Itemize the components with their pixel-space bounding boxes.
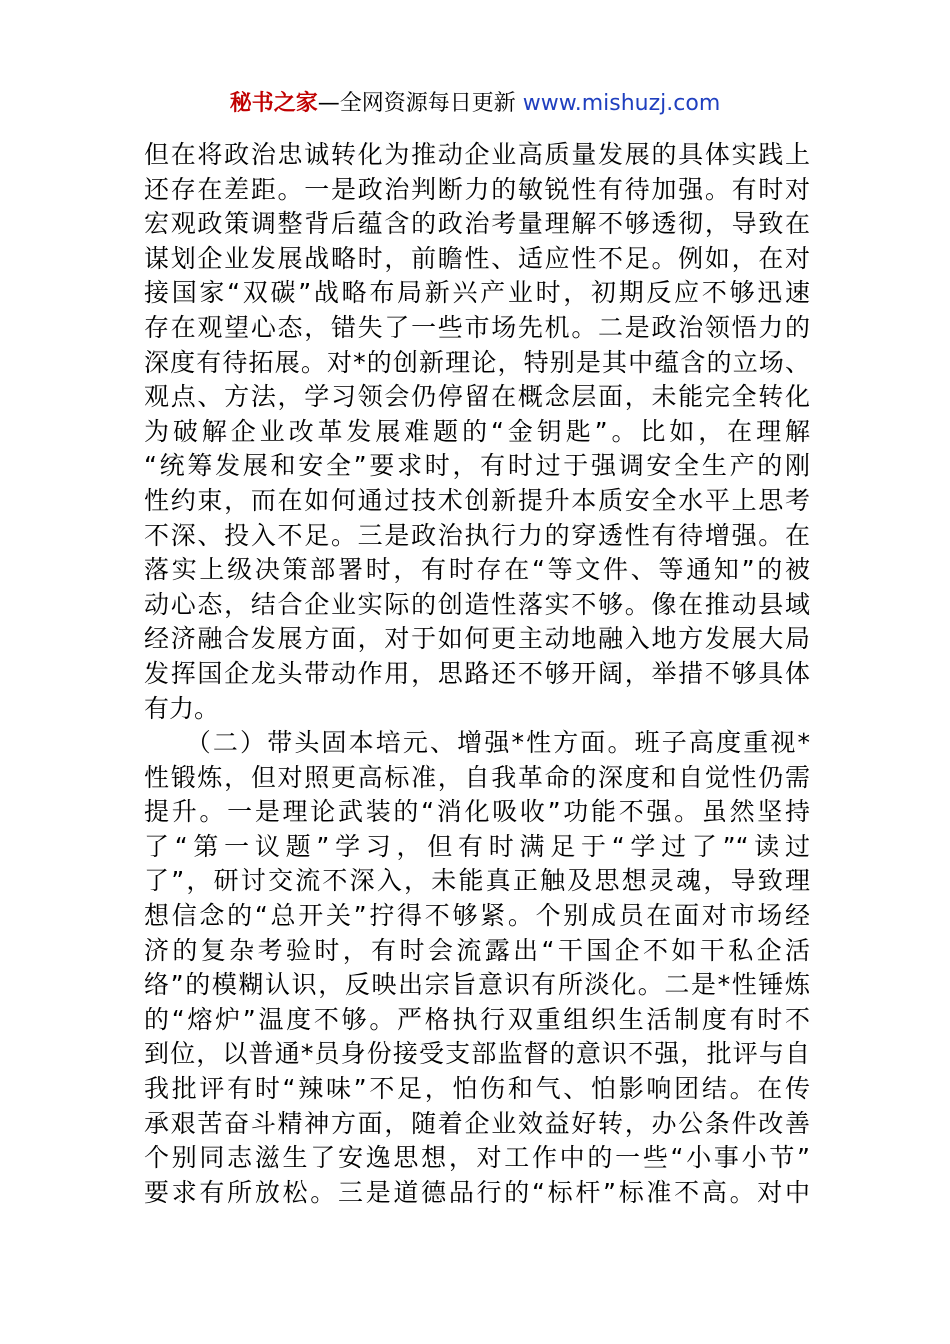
- text-line: 落实上级决策部署时，有时存在“等文件、等通知”的被: [144, 555, 810, 585]
- paragraph-heading-line: （二）带头固本培元、增强*性方面。班子高度重视*: [144, 728, 810, 758]
- text-line: 想信念的“总开关”拧得不够紧。个别成员在面对市场经: [144, 901, 810, 931]
- text-line: 有力。: [144, 693, 220, 723]
- text-line: 要求有所放松。三是道德品行的“标杆”标准不高。对中: [144, 1177, 810, 1207]
- site-brand: 秘书之家: [229, 91, 318, 116]
- text-line: 性锻炼，但对照更高标准，自我革命的深度和自觉性仍需: [144, 762, 810, 792]
- text-line: 了”，研讨交流不深入，未能真正触及思想灵魂，导致理: [144, 866, 810, 896]
- site-tagline: —全网资源每日更新: [317, 91, 523, 116]
- text-line: 动心态，结合企业实际的创造性落实不够。像在推动县域: [144, 589, 810, 619]
- text-line: 提升。一是理论武装的“消化吸收”功能不强。虽然坚持: [144, 797, 810, 827]
- text-line: 济的复杂考验时，有时会流露出“干国企不如干私企活: [144, 935, 810, 965]
- text-line: 发挥国企龙头带动作用，思路还不够开阔，举措不够具体: [144, 658, 810, 688]
- text-line: 络”的模糊认识，反映出宗旨意识有所淡化。二是*性锤炼: [144, 970, 810, 1000]
- text-line: 宏观政策调整背后蕴含的政治考量理解不够透彻，导致在: [144, 209, 810, 239]
- text-line: 但在将政治忠诚转化为推动企业高质量发展的具体实践上: [144, 140, 810, 169]
- site-url-link[interactable]: www.mishuzj.com: [522, 91, 721, 116]
- text-line: 承艰苦奋斗精神方面，随着企业效益好转，办公条件改善: [144, 1108, 810, 1138]
- document-body: [144, 138, 810, 1210]
- text-line: 谋划企业发展战略时，前瞻性、适应性不足。例如，在对: [144, 243, 810, 273]
- text-line: 接国家“双碳”战略布局新兴产业时，初期反应不够迅速: [144, 278, 810, 308]
- text-line: 经济融合发展方面，对于如何更主动地融入地方发展大局: [144, 624, 810, 654]
- text-line: 到位，以普通*员身份接受支部监督的意识不强，批评与自: [144, 1039, 810, 1069]
- text-line: 了“第一议题”学习，但有时满足于“学过了”“读过: [144, 831, 810, 861]
- text-line: 观点、方法，学习领会仍停留在概念层面，未能完全转化: [144, 382, 810, 412]
- text-line: 为破解企业改革发展难题的“金钥匙”。比如，在理解: [144, 416, 810, 446]
- text-line: 我批评有时“辣味”不足，怕伤和气、怕影响团结。在传: [144, 1074, 810, 1104]
- text-line: 存在观望心态，错失了一些市场先机。二是政治领悟力的: [144, 312, 810, 342]
- text-line: 不深、投入不足。三是政治执行力的穿透性有待增强。在: [144, 520, 810, 550]
- text-line: 还存在差距。一是政治判断力的敏锐性有待加强。有时对: [144, 174, 810, 204]
- text-line: 的“熔炉”温度不够。严格执行双重组织生活制度有时不: [144, 1004, 810, 1034]
- text-line: 深度有待拓展。对*的创新理论，特别是其中蕴含的立场、: [144, 347, 810, 377]
- text-line: 个别同志滋生了安逸思想，对工作中的一些“小事小节”: [144, 1143, 810, 1173]
- text-line: 性约束，而在如何通过技术创新提升本质安全水平上思考: [144, 485, 810, 515]
- site-header: [0, 88, 950, 120]
- text-line: “统筹发展和安全”要求时，有时过于强调安全生产的刚: [144, 451, 810, 481]
